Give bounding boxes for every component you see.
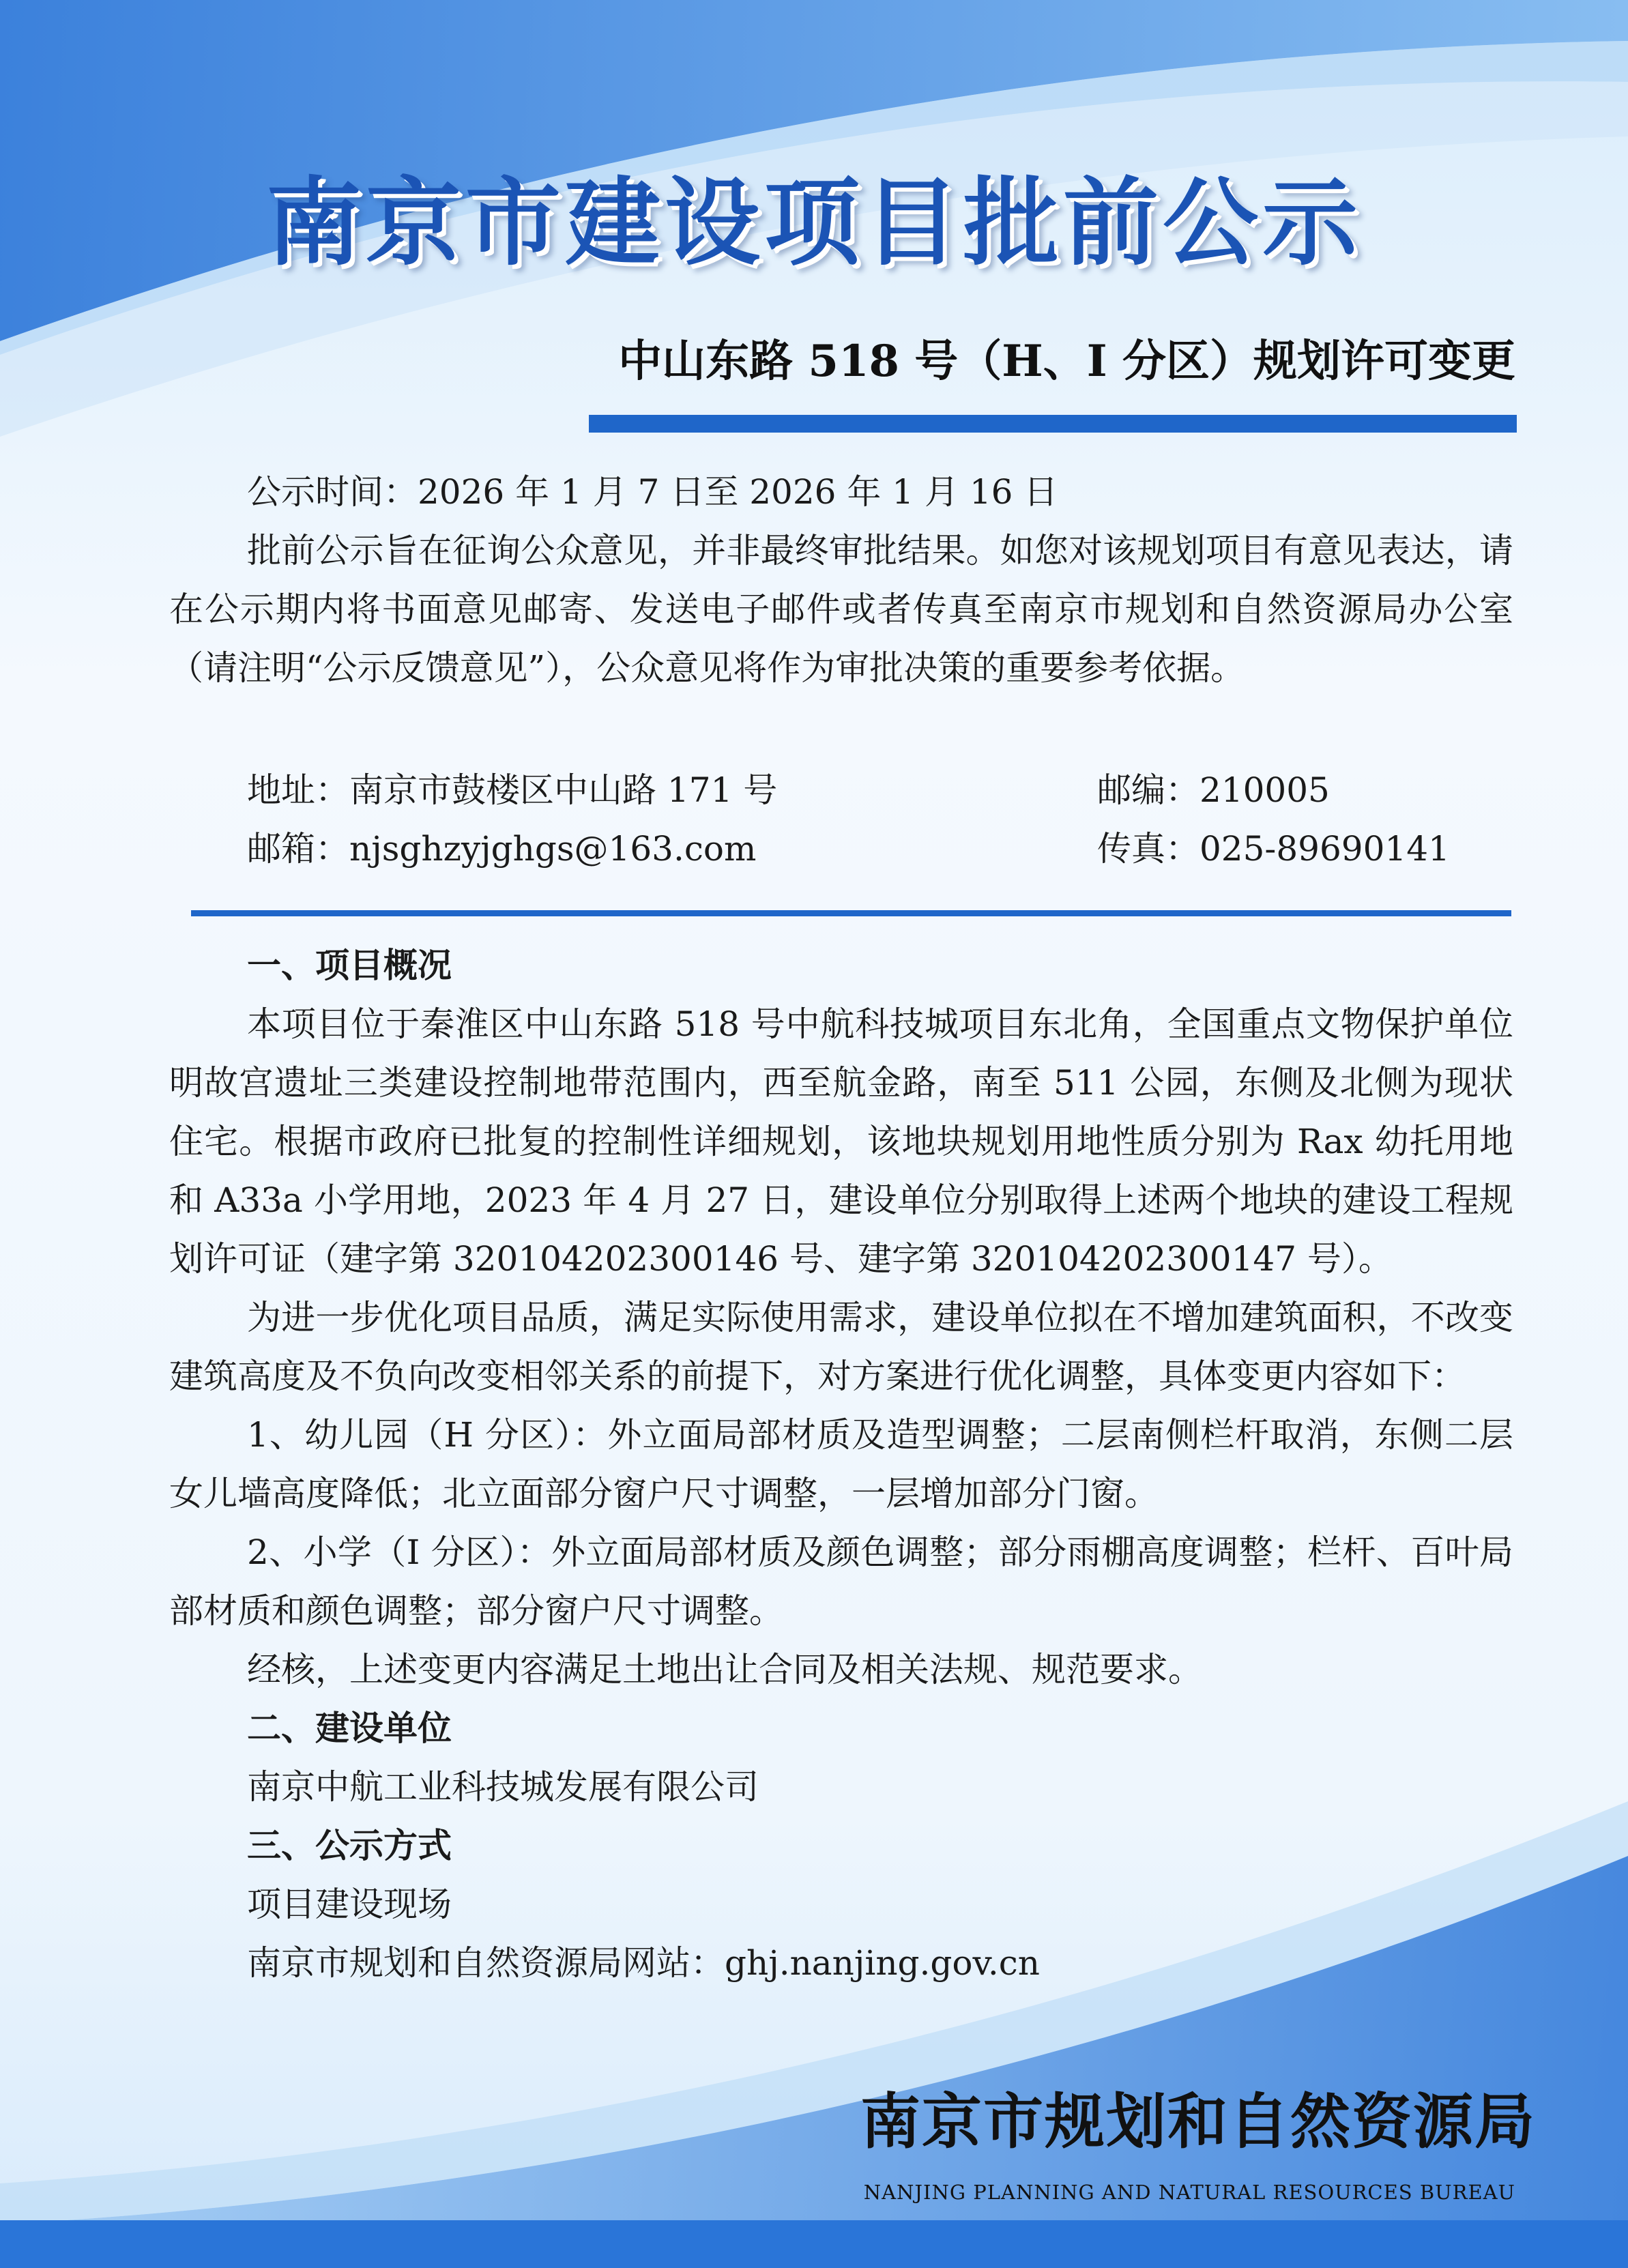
page-title: 南京市建设项目批前公示 [265, 168, 1362, 279]
notice-body [169, 936, 1513, 1992]
notice-intro: 批前公示旨在征询公众意见，并非最终审批结果。如您对该规划项目有意见表达，请在公示期内将书面意见邮寄、发送电子邮件或者传真至南京市规划和自然资源局办公室（请注明“公示反馈意见”），公众意见将作为审批决策的重要参考依据。 [169, 531, 1513, 688]
project-subtitle: 中山东路 518 号（H、I 分区）规划许可变更 [618, 336, 1515, 387]
contact-fax: 传真：025-89690141 [1097, 829, 1450, 869]
contact-address: 地址：南京市鼓楼区中山路 171 号 [247, 770, 778, 810]
contact-postcode: 邮编：210005 [1097, 770, 1330, 810]
title-divider [589, 415, 1517, 433]
builder-name: 南京中航工业科技城发展有限公司 [247, 1767, 759, 1807]
change-item-kindergarten: 1、幼儿园（H 分区）：外立面局部材质及造型调整；二层南侧栏杆取消，东侧二层女儿墙高度降低；北立面部分窗户尺寸调整，一层增加部分门窗。 [169, 1415, 1513, 1513]
footer-org-name: 南京市规划和自然资源局 [860, 2087, 1536, 2157]
overview-paragraph: 本项目位于秦淮区中山东路 518 号中航科技城项目东北角，全国重点文物保护单位明故宫遗址三类建设控制地带范围内，西至航金路，南至 511 公园，东侧及北侧为现状住宅。根据市政府已批复的控制性详细规划，该地块规划用地性质分别为 Rax 幼托用地和 A33a 小学用地，2023 年 4 月 27 日，建设单位分别取得上述两个地块的建设工程规划许可证（建字第 320104202300146 号、建字第 320104202300147 号）。 [169, 1004, 1513, 1279]
notice-period: 公示时间：2026 年 1 月 7 日至 2026 年 1 月 16 日 [247, 472, 1058, 512]
footer-bar [0, 2220, 1628, 2268]
change-item-school: 2、小学（I 分区）：外立面局部材质及颜色调整；部分雨棚高度调整；栏杆、百叶局部材质和颜色调整；部分窗户尺寸调整。 [169, 1532, 1513, 1631]
contact-email: 邮箱：njsghzyjghgs@163.com [247, 829, 757, 869]
footer-org-name-en: NANJING PLANNING AND NATURAL RESOURCES BUREAU [863, 2181, 1515, 2204]
method-site: 项目建设现场 [247, 1885, 452, 1924]
section-heading-overview: 一、项目概况 [247, 946, 452, 985]
contact-divider [191, 910, 1511, 916]
overview-paragraph: 为进一步优化项目品质，满足实际使用需求，建设单位拟在不增加建筑面积，不改变建筑高度及不负向改变相邻关系的前提下，对方案进行优化调整，具体变更内容如下： [169, 1298, 1513, 1396]
overview-conclusion: 经核，上述变更内容满足土地出让合同及相关法规、规范要求。 [247, 1650, 1202, 1689]
section-heading-method: 三、公示方式 [247, 1826, 452, 1865]
section-heading-builder: 二、建设单位 [247, 1709, 452, 1748]
method-website: 南京市规划和自然资源局网站：ghj.nanjing.gov.cn [247, 1943, 1040, 1983]
